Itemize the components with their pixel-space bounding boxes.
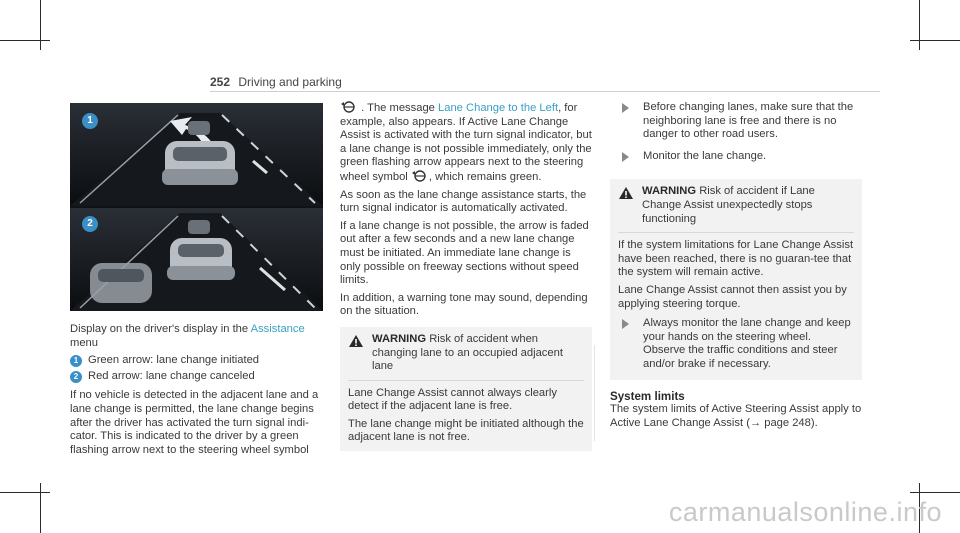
warning-triangle-icon xyxy=(618,186,634,200)
crop-mark xyxy=(919,0,920,50)
bullet-arrow-icon xyxy=(622,152,629,162)
warning-text: Lane Change Assist cannot then assist you by applying steering torque. xyxy=(618,283,847,310)
instruction-item: Always monitor the lane change and keep your hands on the steering wheel. Observe the traffic conditions and steer and/or brake if necessary. xyxy=(618,317,854,371)
road-scene-illustration xyxy=(70,208,323,311)
warning-heading: Risk of accident when changing lane to an occupied adjacent lane xyxy=(372,332,563,373)
warning-label: WARNING xyxy=(642,185,697,198)
body-paragraph: . The message Lane Change to the Left, for example, also appears. If Active Lane Change Assist is activated with the turn signal indicator, but a lane change is not possible immediately, only the green flashing arrow appears next to the steering wheel symbol , which remains green. xyxy=(340,102,592,183)
legend-text: Red arrow: lane change canceled xyxy=(88,369,255,382)
warning-text: The lane change might be initiated although the adjacent lane is not free. xyxy=(348,417,584,444)
crop-mark xyxy=(40,483,41,533)
marker-2: 2 xyxy=(82,216,98,232)
legend-marker-2: 2 xyxy=(70,371,82,383)
column-left xyxy=(70,323,326,461)
warning-heading: Risk of accident if Lane Change Assist unexpectedly stops functioning xyxy=(642,185,815,225)
page-reference-link[interactable]: page 248). xyxy=(761,416,818,429)
crop-mark xyxy=(40,0,41,50)
bullet-arrow-icon xyxy=(622,103,629,113)
road-scene-illustration xyxy=(70,103,323,206)
legend-marker-1: 1 xyxy=(70,355,82,367)
figure-caption: Display on the driver's display in the Assistance menu xyxy=(70,323,305,349)
message-link[interactable]: Lane Change to the Left xyxy=(438,102,559,114)
bullet-arrow-icon xyxy=(622,319,629,329)
watermark: carmanualsonline.info xyxy=(668,497,942,527)
warning-label: WARNING xyxy=(372,332,427,345)
column-right xyxy=(610,101,862,434)
page-header xyxy=(210,75,342,89)
crop-mark xyxy=(910,492,960,493)
figure-panel-red-arrow xyxy=(70,208,323,311)
legend-item xyxy=(70,354,326,368)
legend-item xyxy=(70,370,326,384)
steering-wheel-icon xyxy=(411,170,429,182)
warning-triangle-icon xyxy=(348,334,364,348)
body-paragraph: In addition, a warning tone may sound, depending on the situation. xyxy=(340,291,588,318)
instruction-item: Before changing lanes, make sure that the neighboring lane is free and there is no danger to other road users. xyxy=(610,101,862,142)
crop-mark xyxy=(910,40,960,41)
instruction-item: Monitor the lane change. xyxy=(610,150,862,164)
warning-box xyxy=(610,179,862,379)
body-paragraph: The system limits of Active Steering Assist apply to Active Lane Change Assist (→ page 248). xyxy=(610,403,862,429)
page-number: 252 xyxy=(210,75,231,89)
warning-header xyxy=(348,333,584,374)
body-paragraph: As soon as the lane change assistance starts, the turn signal indicator is automatically activated. xyxy=(340,188,587,215)
crop-mark xyxy=(0,492,50,493)
legend-text: Green arrow: lane change initiated xyxy=(88,354,260,367)
assistance-menu-link[interactable]: Assistance xyxy=(250,323,305,335)
body-paragraph: If a lane change is not possible, the arrow is faded out after a few seconds and a new lane change must be initiated. An immediate lane change is only possible on freeway sections without speed limits. xyxy=(340,219,589,287)
column-divider xyxy=(594,345,595,441)
column-middle xyxy=(340,101,592,451)
header-divider xyxy=(210,91,880,92)
marker-1: 1 xyxy=(82,113,98,129)
section-title: Driving and parking xyxy=(238,75,342,89)
page-ref-arrow-icon: → xyxy=(749,416,762,429)
warning-body xyxy=(618,232,854,371)
warning-text: If the system limitations for Lane Change Assist have been reached, there is no guaran-tee that the system will remain active. xyxy=(618,239,854,279)
steering-wheel-icon xyxy=(340,101,358,113)
crop-mark xyxy=(0,40,50,41)
warning-text: Lane Change Assist cannot always clearly detect if the adjacent lane is free. xyxy=(348,386,557,413)
figure-panel-green-arrow xyxy=(70,103,323,206)
warning-box xyxy=(340,327,592,451)
warning-header xyxy=(618,185,854,226)
warning-body xyxy=(348,380,584,445)
body-paragraph: If no vehicle is detected in the adjacent lane and a lane change is permitted, the lane change begins after the driver has activated the turn signal indi-cator. This is indicated to the driver by a green flashing arrow next to the steering wheel symbol xyxy=(70,389,319,456)
section-heading: System limits xyxy=(610,389,685,403)
driver-display-figure xyxy=(70,103,323,311)
